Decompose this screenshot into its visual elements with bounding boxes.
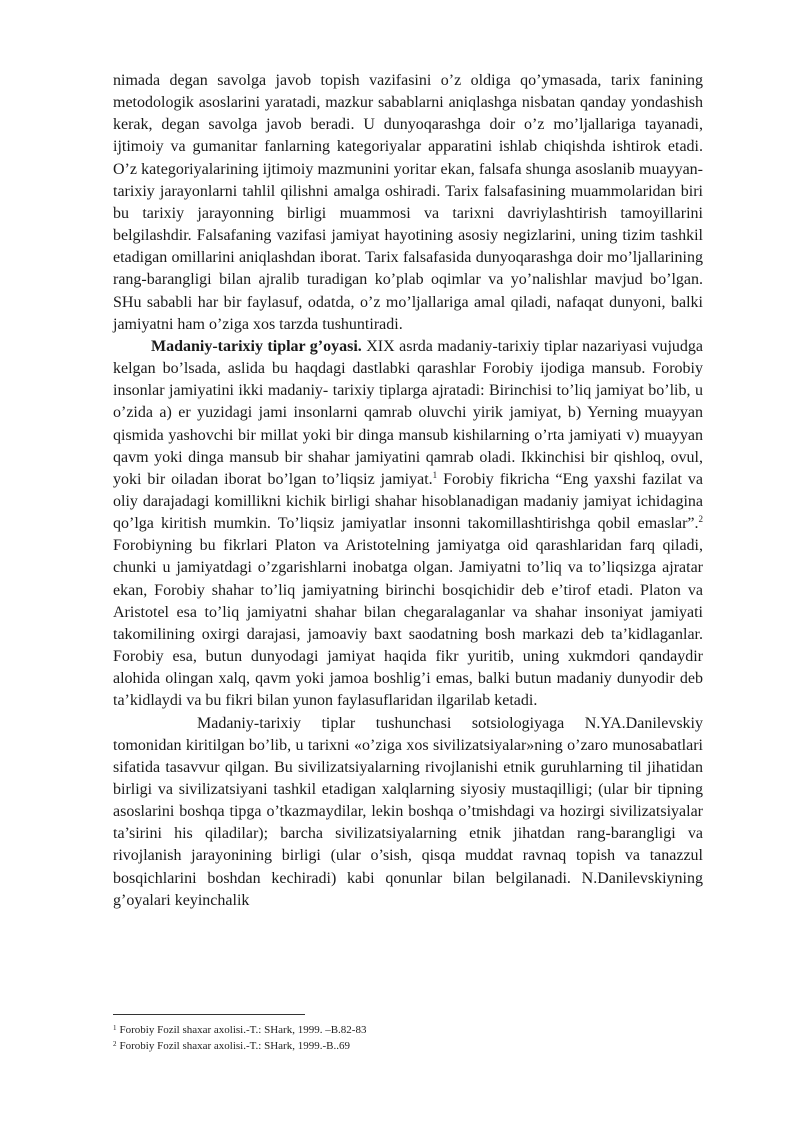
footnote-mark: 2 <box>113 1040 117 1048</box>
footnote-ref-1[interactable]: 1 <box>432 469 438 480</box>
footnote-mark: 1 <box>113 1024 117 1032</box>
section-heading: Madaniy-tarixiy tiplar g’oyasi. <box>151 337 362 355</box>
paragraph-text: nimada degan savolga javob topish vazifasini o’z oldiga qo’ymasada, tarix fanining metodologik asoslarini yaratadi, mazkur sabablarni aniqlashga nisbatan qanday yondashish kerak, degan savolga javob beradi. U dunyoqarashga doir o’z mo’ljallariga tayanadi, ijtimoiy va gumanitar fanlarning kategoriyalar apparatini ishlab chiqishda ishtirok etadi. O’z kategoriyalarining ijtimoiy mazmunini yoritar ekan, falsafa shunga asoslanib muayyan-tarixiy jarayonlarni tahlil qilishni amalga oshiradi. Tarix falsafasining muammolaridan biri bu tarixiy jarayonning birligi muammosi va tarixni davriylashtirish tamoyillarini belgilashdir. Falsafaning vazifasi jamiyat hayotining asosiy negizlarini, uning tizim tashkil etadigan omillarini aniqlashdan iborat. Tarix falsafasida dunyoqarashga doir mo’ljallarining rang-barangligi bilan ajralib turadigan ko’plab oqimlar va yo’nalishlar mavjud bo’lgan. SHu sababli har bir faylasuf, odatda, o’z mo’ljallariga amal qiladi, nafaqat dunyoni, balki jamiyatni ham o’ziga xos tarzda tushuntiradi. <box>113 72 703 333</box>
footnote-1 <box>113 1022 703 1038</box>
footnote-2 <box>113 1038 703 1054</box>
document-page <box>113 70 703 912</box>
paragraph-philosophy-of-history <box>113 70 703 336</box>
paragraph-text: XIX asrda madaniy-tarixiy tiplar nazariyasi vujudga kelgan bo’lsada, aslida bu haqdagi dastlabki qarashlar Forobiy ijodiga mansub. Forobiy insonlar jamiyatini ikki madaniy- tarixiy tiplarga ajratadi: Birinchisi to’liq jamiyat bo’lib, u o’zida a) er yuzidagi jami insonlarni qamrab oluvchi yirik jamiyat, b) Yerning muayyan qismida yashovchi bir millat yoki bir dinga mansub kishilarning o’rta jamiyati v) muayyan qavm yoki dinga mansub bir shahar jamiyatini qamrab oladi. Ikkinchisi bir qishloq, ovul, yoki bir oiladan iborat bo’lgan to’liqsiz jamiyat. <box>113 337 704 488</box>
footnote-ref-2[interactable]: 2 <box>698 514 703 525</box>
footnotes-section <box>113 1014 703 1054</box>
paragraph-text: Forobiyning bu fikrlari Platon va Aristotelning jamiyatga oid qarashlaridan farq qiladi, chunki u jamiyatdagi o’zgarishlarni inobatga olgan. Jamiyatni to’liq va to’liqsizga ajratar ekan, Forobiy shahar to’liq jamiyatning birinchi bosqichidir deb e’tirof etadi. Platon va Aristotel esa to’liq jamiyatni shahar bilan chegaralaganlar va shahar insoniyat jamiyati takomilining oxirgi darajasi, jamoaviy baxt saodatning bosh markazi deb ta’kidlaganlar. Forobiy esa, butun dunyodagi jamiyat haqida fikr yuritib, uning xukmdori qandaydir alohida olingan xalq, qavm yoki jamoa boshlig’i emas, balki butun madaniy dunyodir deb ta’kidlaydi va bu fikri bilan yunon faylasuflaridan ilgarilab ketadi. <box>113 537 703 710</box>
footnote-text: Forobiy Fozil shaxar axolisi.-T.: SHark, 1999. –B.82-83 <box>119 1024 367 1036</box>
footnote-divider <box>113 1014 305 1015</box>
paragraph-text: Forobiy fikricha “Eng yaxshi fazilat va oliy darajadagi komillikni kichik birligi shahar hisoblanadigan madaniy jamiyat ichidagina qo’lga kiritish mumkin. To’liqsiz jamiyatlar insonni takomillashtirishga qobil emaslar”. <box>113 470 703 533</box>
paragraph-cultural-historical-types <box>113 336 703 713</box>
paragraph-danilevskiy <box>113 713 703 912</box>
paragraph-text: Madaniy-tarixiy tiplar tushunchasi sotsiologiyaga N.YA.Danilevskiy tomonidan kiritilgan bo’lib, u tarixni «o’ziga xos sivilizatsiyalar»ning o’zaro munosabatlari sifatida tasavvur qilgan. Bu sivilizatsiyalarning rivojlanishi etnik guruhlarning til jihatidan birligi va sivilizatsiyani tashkil etadigan xalqlarning siyosiy mustaqilligi; (ular bir tipning asoslarini boshqa tipga o’tkazmaydilar, lekin boshqa o’tmishdagi va hozirgi sivilizatsiyalar ta’sirini his qiladilar); barcha sivilizatsiyalarning etnik jihatdan rang-barangligi va rivojlanish jarayonining birligi (ular o’sish, qisqa muddat ravnaq topish va tanazzul bosqichlarini boshdan kechiradi) kabi qonunlar bilan belgilanadi. N.Danilevskiyning g’oyalari keyinchalik <box>113 714 703 909</box>
footnote-text: Forobiy Fozil shaxar axolisi.-T.: SHark, 1999.-B..69 <box>119 1040 350 1052</box>
